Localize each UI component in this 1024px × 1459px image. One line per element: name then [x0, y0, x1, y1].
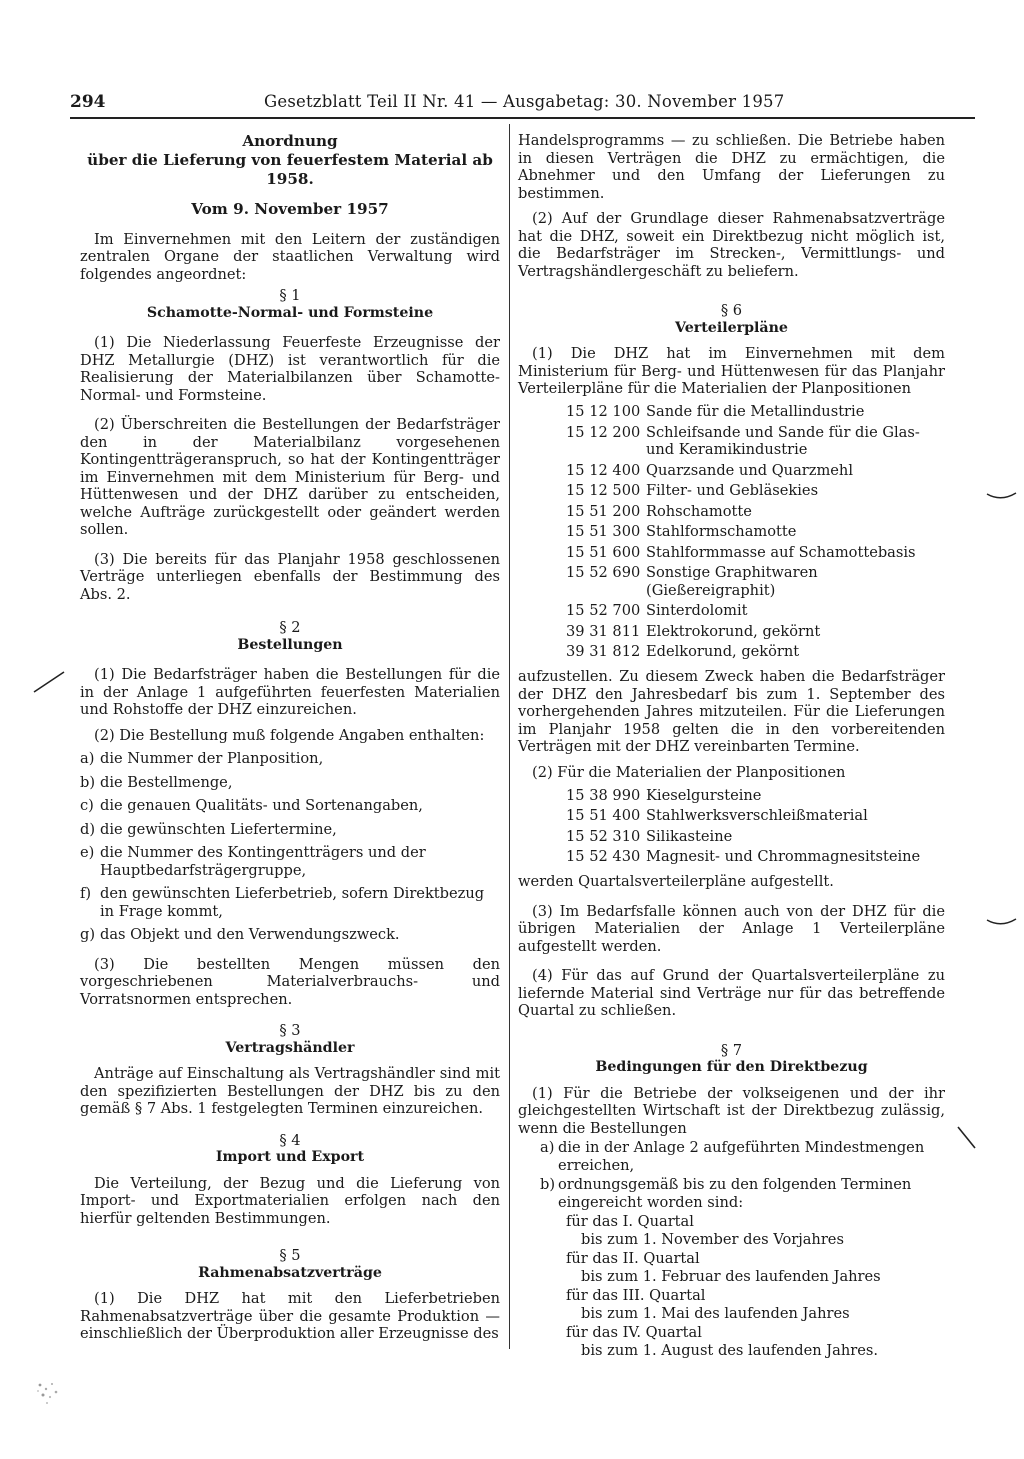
intro-paragraph: Im Einvernehmen mit den Leitern der zuständigen zentralen Organe der staatlichen Verwaltung wird folgendes angeordnet:	[80, 230, 500, 283]
section-1-para-2: (2) Überschreiten die Bestellungen der Bedarfsträger den in der Materialbilanz vorgesehenen Kontingentträgeranspruch, so hat der Kontingentträger im Einvernehmen mit dem Ministerium für Berg- und Hüttenwesen und der DHZ darüber zu entscheiden, welche Aufträge zurückgestellt oder geändert werden sollen.	[80, 416, 500, 538]
list-item-label: b)	[540, 1176, 556, 1193]
planposition-code: 15 51 600	[566, 543, 641, 561]
margin-pen-curve-icon	[985, 490, 1019, 504]
planposition-code: 15 51 200	[566, 502, 641, 520]
left-column	[80, 132, 500, 1343]
section-6-para-2: (2) Für die Materialien der Planpositionen	[532, 763, 846, 781]
table-row	[566, 601, 946, 622]
section-7-para-1: (1) Für die Betriebe der volkseigenen und der ihr gleichgestellten Wirtschaft ist der Direktbezug zulässig, wenn die Bestellungen	[518, 1084, 945, 1137]
section-5-title: Rahmenabsatzverträge	[198, 1264, 382, 1281]
planposition-code: 15 52 690	[566, 564, 641, 581]
planposition-desc: Kieselgursteine	[646, 786, 762, 804]
planposition-desc: Rohschamotte	[646, 502, 752, 520]
section-1-para-3: (3) Die bereits für das Planjahr 1958 geschlossenen Verträge unterliegen ebenfalls der Bestimmung des Abs. 2.	[80, 550, 500, 603]
list-item-text: die Nummer der Planposition,	[100, 750, 324, 767]
table-row	[566, 402, 946, 423]
table-row	[566, 542, 946, 563]
list-item	[540, 1176, 945, 1211]
table-row	[566, 847, 946, 868]
list-item	[80, 844, 500, 879]
section-3-title: Vertragshändler	[225, 1039, 355, 1056]
quarter-deadline: bis zum 1. Februar des laufenden Jahres	[581, 1267, 881, 1285]
planposition-desc: Silikasteine	[646, 827, 733, 845]
planposition-code: 15 12 500	[566, 482, 641, 499]
table-row	[566, 481, 946, 502]
section-2-para-1: (1) Die Bedarfsträger haben die Bestellungen für die in der Anlage 1 aufgeführten feuerfesten Materialien und Rohstoffe der DHZ einzureichen.	[80, 666, 500, 718]
margin-pen-curve-icon	[985, 916, 1019, 930]
planposition-desc: Stahlformschamotte	[646, 523, 797, 540]
planposition-desc: Elektrokorund, gekörnt	[646, 622, 821, 640]
section-5-para-1: (1) Die DHZ hat mit den Lieferbetrieben Rahmenabsatzverträge über die gesamte Produktion — einschließlich der Überproduktion aller Erzeugnisse des	[80, 1290, 500, 1342]
section-5-para-1-continued: Handelsprogramms — zu schließen. Die Betriebe haben in diesen Verträgen die DHZ zu ermächtigen, die Abnehmer und den Umfang der Lieferungen zu bestimmen.	[518, 132, 945, 202]
planposition-code: 15 52 430	[566, 848, 641, 865]
list-item	[80, 797, 500, 815]
table-row	[566, 806, 946, 827]
quarter-label: für das II. Quartal	[566, 1250, 700, 1267]
list-item	[80, 821, 500, 839]
planposition-code: 39 31 812	[566, 643, 641, 660]
header-rule	[70, 117, 975, 119]
planposition-desc: Stahlformmasse auf Schamottebasis	[646, 543, 916, 561]
table-row	[566, 460, 946, 481]
section-1-title: Schamotte-Normal- und Formsteine	[146, 304, 434, 321]
list-item-text: die genauen Qualitäts- und Sortenangaben,	[100, 797, 423, 814]
planposition-code: 15 12 200	[566, 423, 641, 441]
section-3-para-1: Anträge auf Einschaltung als Vertragshändler sind mit den spezifizierten Bestellungen der DHZ bis zu den gemäß § 7 Abs. 1 festgelegten Terminen einzureichen.	[80, 1065, 500, 1117]
section-5-para-2: (2) Auf der Grundlage dieser Rahmenabsatzverträge hat die DHZ, soweit ein Direktbezug nicht möglich ist, die Bedarfsträger im Strecken-, Vermittlungs- und Vertragshändlergeschäft zu beliefern.	[518, 210, 945, 280]
section-7-number: § 7	[720, 1041, 743, 1059]
section-1-para-1: (1) Die Niederlassung Feuerfeste Erzeugnisse der DHZ Metallurgie (DHZ) ist verantwortlich für die Realisierung der Materialbilanzen über Schamotte-Normal- und Formsteine.	[80, 334, 500, 404]
table-row	[566, 785, 946, 806]
list-item-text: die in der Anlage 2 aufgeführten Mindestmengen erreichen,	[558, 1139, 925, 1174]
page-header	[70, 92, 970, 114]
planposition-desc: Sinterdolomit	[646, 602, 748, 619]
list-item-text: die Bestellmenge,	[100, 773, 233, 791]
list-item-text: den gewünschten Lieferbetrieb, sofern Direktbezug in Frage kommt,	[100, 885, 485, 920]
table-row	[566, 826, 946, 847]
section-6-number: § 6	[720, 302, 743, 319]
planposition-desc: Filter- und Gebläsekies	[646, 482, 819, 499]
section-1-number: § 1	[279, 287, 301, 304]
section-2-title: Bestellungen	[237, 636, 343, 653]
section-6-para-1: (1) Die DHZ hat im Einvernehmen mit dem Ministerium für Berg- und Hüttenwesen für das Planjahr Verteilerpläne für die Materialien der Planpositionen	[518, 345, 945, 397]
planposition-desc: Sonstige Graphitwaren (Gießereigraphit)	[646, 564, 818, 599]
section-7-title: Bedingungen für den Direktbezug	[595, 1059, 868, 1075]
list-item	[80, 774, 500, 792]
section-4-title: Import und Export	[215, 1149, 365, 1165]
document-date: Vom 9. November 1957	[191, 200, 389, 218]
quarter-label: für das I. Quartal	[566, 1213, 694, 1230]
list-item-text: die gewünschten Liefertermine,	[100, 820, 337, 838]
list-item	[80, 750, 500, 768]
table-row	[566, 642, 946, 663]
section-2-number: § 2	[279, 619, 301, 636]
paper-stain-icon	[30, 1375, 66, 1411]
list-item-label: b)	[80, 773, 96, 791]
planposition-desc: Edelkorund, gekörnt	[646, 643, 800, 660]
list-item-label: e)	[80, 844, 95, 861]
section-2-para-2: (2) Die Bestellung muß folgende Angaben enthalten:	[94, 726, 485, 744]
list-item	[80, 885, 500, 920]
section-4-para-1: Die Verteilung, der Bezug und die Lieferung von Import- und Exportmaterialien erfolgen nach den hierfür geltenden Bestimmungen.	[80, 1174, 500, 1227]
margin-pen-stroke-icon	[955, 1124, 979, 1152]
quarter-deadline: bis zum 1. Mai des laufenden Jahres	[581, 1304, 850, 1322]
page-number: 294	[70, 92, 106, 112]
table-row	[566, 501, 946, 522]
list-item-text: das Objekt und den Verwendungszweck.	[100, 926, 400, 943]
planposition-desc: Quarzsande und Quarzmehl	[646, 461, 853, 479]
planposition-code: 15 51 300	[566, 523, 641, 540]
quarter-label: für das III. Quartal	[566, 1287, 706, 1304]
quarter-deadline: bis zum 1. August des laufenden Jahres.	[581, 1341, 878, 1359]
planposition-code: 15 38 990	[566, 786, 641, 804]
planposition-desc: Magnesit- und Chrommagnesitsteine	[646, 848, 921, 865]
table-row	[566, 563, 946, 601]
list-item	[80, 926, 500, 944]
section-3-number: § 3	[279, 1022, 301, 1039]
section-5-number: § 5	[279, 1247, 301, 1264]
section-6-para-3: (3) Im Bedarfsfalle können auch von der DHZ für die übrigen Materialien der Anlage 1 Verteilerpläne aufgestellt werden.	[518, 902, 945, 955]
list-item-text: ordnungsgemäß bis zu den folgenden Terminen eingereicht worden sind:	[558, 1176, 912, 1211]
document-title: Anordnung	[242, 132, 338, 150]
section-4-number: § 4	[279, 1131, 301, 1149]
right-column	[518, 132, 945, 1359]
section-6-para-1-end: aufzustellen. Zu diesem Zweck haben die Bedarfsträger der DHZ den Jahresbedarf bis zum 1. September des vorhergehenden Jahres mitzuteilen. Für die Lieferungen im Planjahr 1958 gelten die in den vorbereitenden Verträgen mit der DHZ vereinbarten Termine.	[518, 668, 945, 755]
document-subtitle: über die Lieferung von feuerfestem Material ab 1958.	[87, 151, 493, 188]
table-row	[566, 422, 946, 460]
section-2-para-3: (3) Die bestellten Mengen müssen den vorgeschriebenen Materialverbrauchs- und Vorratsnormen entsprechen.	[80, 955, 500, 1008]
list-item-label: a)	[540, 1139, 555, 1156]
section-6-para-4: (4) Für das auf Grund der Quartalsverteilerpläne zu liefernde Material sind Verträge nur für das betreffende Quartal zu schließen.	[518, 967, 945, 1019]
list-item	[540, 1139, 945, 1174]
planposition-desc: Schleifsande und Sande für die Glas- und Keramikindustrie	[646, 423, 920, 458]
section-6-para-2-end: werden Quartalsverteilerpläne aufgestellt.	[518, 873, 834, 890]
planposition-code: 15 12 400	[566, 461, 641, 479]
section-7-list	[540, 1139, 945, 1211]
planposition-code: 15 12 100	[566, 403, 641, 420]
section-6-title: Verteilerpläne	[675, 319, 788, 336]
planposition-code: 39 31 811	[566, 622, 641, 640]
list-item-label: a)	[80, 750, 95, 767]
list-item-label: f)	[80, 885, 92, 902]
section-2-list	[80, 750, 500, 944]
planposition-table-2	[566, 785, 946, 867]
list-item-label: d)	[80, 820, 96, 838]
column-divider	[509, 124, 510, 1349]
planposition-desc: Sande für die Metallindustrie	[646, 403, 865, 420]
quarter-deadline: bis zum 1. November des Vorjahres	[581, 1230, 844, 1248]
list-item-label: g)	[80, 926, 96, 943]
margin-pen-stroke-icon	[30, 668, 70, 696]
list-item-label: c)	[80, 797, 94, 814]
running-title: Gesetzblatt Teil II Nr. 41 — Ausgabetag: 30. November 1957	[264, 92, 785, 111]
table-row	[566, 522, 946, 543]
planposition-table-1	[566, 402, 946, 663]
quarter-label: für das IV. Quartal	[566, 1324, 702, 1341]
table-row	[566, 621, 946, 642]
planposition-desc: Stahlwerksverschleißmaterial	[646, 807, 868, 824]
planposition-code: 15 52 700	[566, 602, 641, 619]
planposition-code: 15 51 400	[566, 807, 641, 824]
quarter-deadlines	[566, 1213, 945, 1359]
planposition-code: 15 52 310	[566, 827, 641, 845]
list-item-text: die Nummer des Kontingentträgers und der Hauptbedarfsträgergruppe,	[100, 844, 426, 879]
